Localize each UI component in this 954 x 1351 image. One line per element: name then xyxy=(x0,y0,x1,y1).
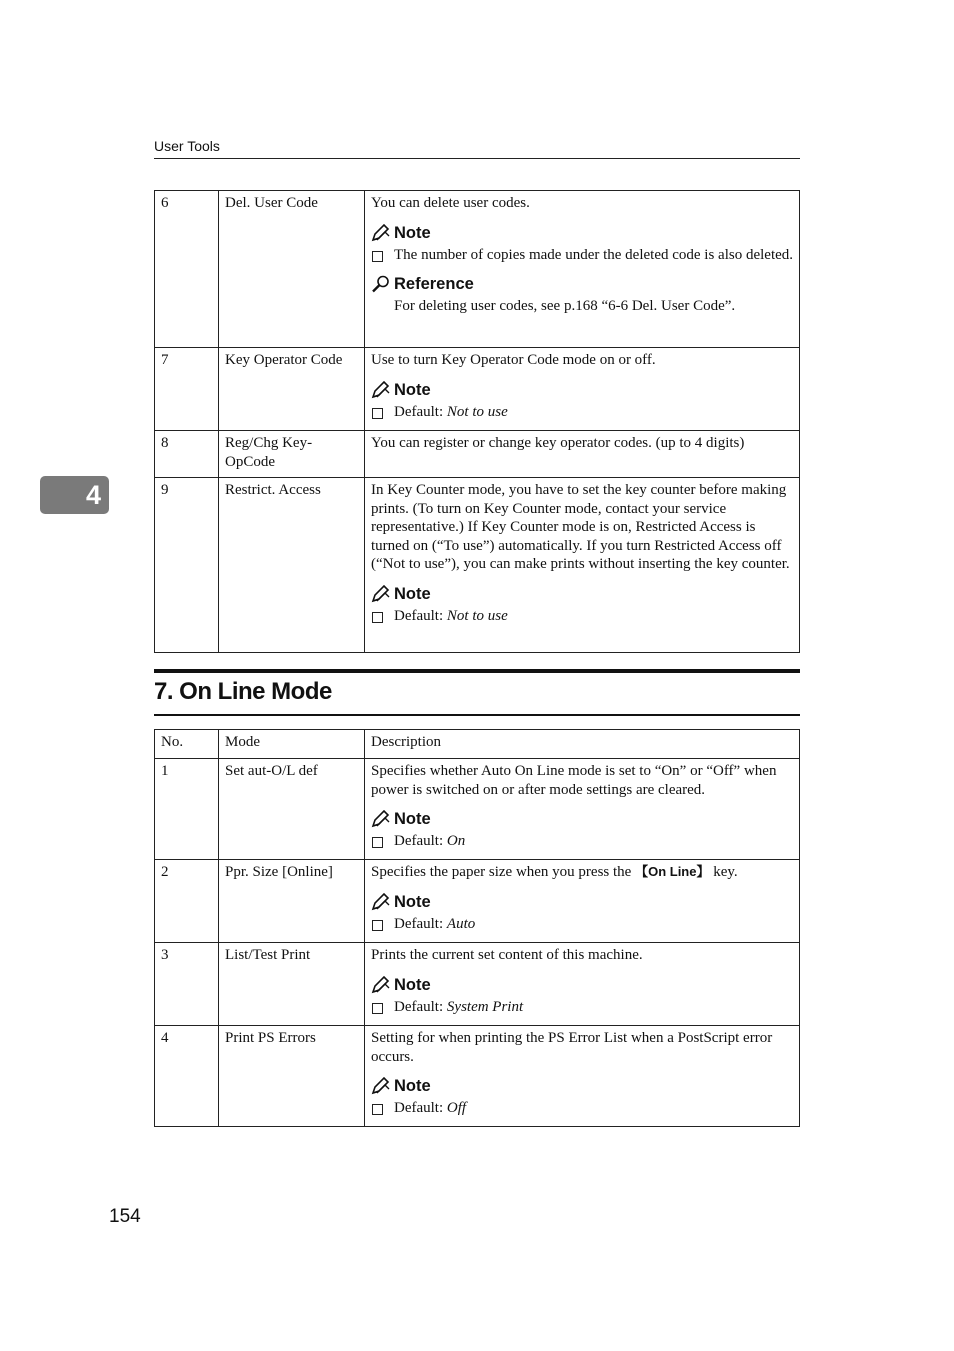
note-item xyxy=(371,915,794,934)
row-number: 3 xyxy=(155,943,219,1026)
row-description: Prints the current set content of this machine. xyxy=(371,947,643,963)
default-prefix: Default: xyxy=(394,833,447,849)
description-text: Specifies the paper size when you press the xyxy=(371,864,636,880)
row-description xyxy=(371,863,794,882)
note-label: Note xyxy=(394,584,431,603)
default-value: System Print xyxy=(446,998,524,1015)
section-rule-top xyxy=(154,669,800,673)
note-item xyxy=(371,607,794,626)
note-label: Note xyxy=(394,1077,431,1095)
row-name: Restrict. Access xyxy=(219,478,365,653)
note-text: The number of copies made under the deleted code is also deleted. xyxy=(394,246,794,263)
header-description: Description xyxy=(365,730,800,759)
on-line-mode-table xyxy=(154,729,800,1127)
section-rule-bottom xyxy=(154,714,800,716)
checkbox-bullet-icon xyxy=(372,612,383,623)
note-item xyxy=(371,1099,794,1118)
row-description-cell xyxy=(365,478,800,653)
row-mode: Ppr. Size [Online] xyxy=(219,860,365,943)
reference-heading xyxy=(371,274,794,294)
table-row xyxy=(155,191,800,348)
row-mode: Set aut-O/L def xyxy=(219,759,365,860)
row-name: Del. User Code xyxy=(219,191,365,348)
description-text: key. xyxy=(709,864,738,880)
table-row xyxy=(155,431,800,478)
default-prefix: Default: xyxy=(394,607,447,624)
row-description-cell xyxy=(365,1026,800,1127)
note-item xyxy=(371,246,794,265)
checkbox-bullet-icon xyxy=(372,1003,383,1014)
row-number: 1 xyxy=(155,759,219,860)
note-heading xyxy=(371,584,794,604)
note-label: Note xyxy=(394,223,431,242)
table-row xyxy=(155,478,800,653)
pencil-note-icon xyxy=(371,224,391,242)
running-header: User Tools xyxy=(154,138,220,154)
note-label: Note xyxy=(394,975,431,994)
default-value: Not to use xyxy=(446,403,508,420)
default-value: Off xyxy=(446,1100,467,1116)
header-no: No. xyxy=(155,730,219,759)
section-title: 7. On Line Mode xyxy=(154,678,332,705)
row-name: Key Operator Code xyxy=(219,348,365,431)
pencil-note-icon xyxy=(371,1077,391,1095)
row-description-cell xyxy=(365,943,800,1026)
row-number: 7 xyxy=(155,348,219,431)
pencil-note-icon xyxy=(371,810,391,828)
reference-label: Reference xyxy=(394,275,474,293)
row-description: You can register or change key operator codes. (up to 4 digits) xyxy=(365,431,800,478)
note-heading xyxy=(371,223,794,243)
note-label: Note xyxy=(394,892,431,911)
checkbox-bullet-icon xyxy=(372,251,383,262)
checkbox-bullet-icon xyxy=(372,837,383,848)
magnifier-reference-icon xyxy=(371,275,391,293)
checkbox-bullet-icon xyxy=(372,408,383,419)
default-prefix: Default: xyxy=(394,403,447,420)
note-heading xyxy=(371,809,794,829)
table-row xyxy=(155,943,800,1026)
note-label: Note xyxy=(394,810,431,828)
note-heading xyxy=(371,975,794,995)
row-description: Setting for when printing the PS Error List when a PostScript error occurs. xyxy=(371,1030,773,1065)
row-name: Reg/Chg Key-OpCode xyxy=(219,431,365,478)
note-item xyxy=(371,403,794,422)
row-description: Specifies whether Auto On Line mode is set to “On” or “Off” when power is switched on or after mode settings are cleared. xyxy=(371,763,777,798)
default-value: Not to use xyxy=(446,607,508,624)
pencil-note-icon xyxy=(371,893,391,911)
header-rule xyxy=(154,158,800,159)
table-row xyxy=(155,348,800,431)
note-item xyxy=(371,832,794,851)
note-label: Note xyxy=(394,380,431,399)
row-description: You can delete user codes. xyxy=(371,195,530,211)
row-description: In Key Counter mode, you have to set the key counter before making prints. (To turn on Key Counter mode, contact your service representative.) If Key Counter mode is on, Restricted Access is turned on (“To use”) automatically. If you turn Restricted Access off (“Not to use”), you can make prints without inserting the key counter. xyxy=(371,482,790,572)
default-value: On xyxy=(446,833,466,849)
table-header-row xyxy=(155,730,800,759)
note-heading xyxy=(371,1076,794,1096)
row-description-cell xyxy=(365,191,800,348)
row-number: 6 xyxy=(155,191,219,348)
pencil-note-icon xyxy=(371,381,391,399)
row-number: 8 xyxy=(155,431,219,478)
pencil-note-icon xyxy=(371,585,391,603)
row-mode: Print PS Errors xyxy=(219,1026,365,1127)
row-description-cell xyxy=(365,860,800,943)
table-row xyxy=(155,1026,800,1127)
default-prefix: Default: xyxy=(394,915,447,932)
header-mode: Mode xyxy=(219,730,365,759)
pencil-note-icon xyxy=(371,976,391,994)
table-row xyxy=(155,759,800,860)
checkbox-bullet-icon xyxy=(372,920,383,931)
note-heading xyxy=(371,892,794,912)
table-row xyxy=(155,860,800,943)
row-number: 4 xyxy=(155,1026,219,1127)
checkbox-bullet-icon xyxy=(372,1104,383,1115)
chapter-tab: 4 xyxy=(40,476,109,514)
default-prefix: Default: xyxy=(394,998,447,1015)
on-line-key-label: 【On Line】 xyxy=(635,864,710,879)
row-number: 9 xyxy=(155,478,219,653)
note-heading xyxy=(371,380,794,400)
default-value: Auto xyxy=(446,915,476,932)
row-description: Use to turn Key Operator Code mode on or off. xyxy=(371,352,656,368)
page-number: 154 xyxy=(109,1206,141,1227)
note-item xyxy=(371,998,794,1017)
row-mode: List/Test Print xyxy=(219,943,365,1026)
row-description-cell xyxy=(365,759,800,860)
settings-table-continued xyxy=(154,190,800,653)
row-description-cell xyxy=(365,348,800,431)
reference-text: For deleting user codes, see p.168 “6-6 Del. User Code”. xyxy=(394,298,736,314)
row-number: 2 xyxy=(155,860,219,943)
default-prefix: Default: xyxy=(394,1100,447,1116)
